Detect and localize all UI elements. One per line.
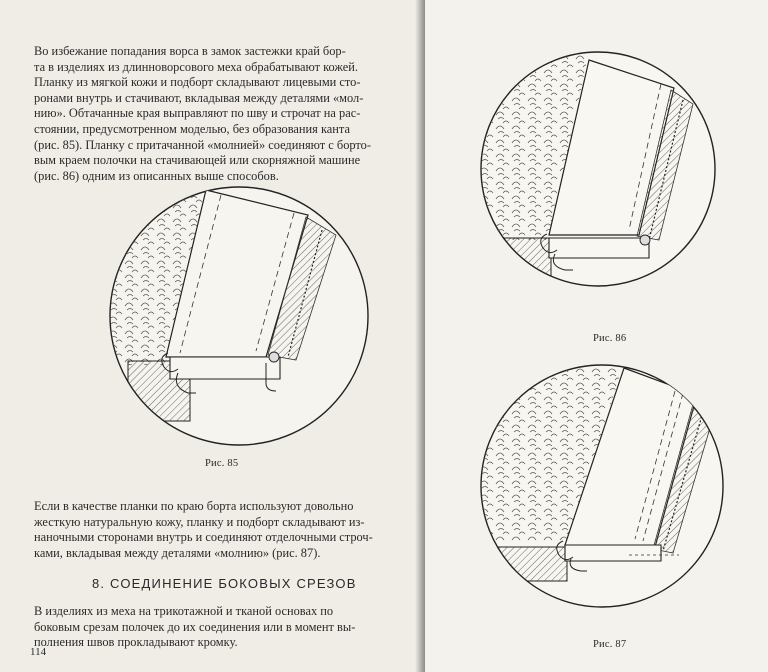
text-line: боковым срезам полочек до их соединения или в момент вы- xyxy=(34,619,356,634)
section-heading: 8. СОЕДИНЕНИЕ БОКОВЫХ СРЕЗОВ xyxy=(92,576,357,591)
figure-87-illustration xyxy=(479,363,725,609)
right-page xyxy=(425,0,768,672)
text-line: та в изделиях из длинноворсового меха обрабатывают кожей. xyxy=(34,59,359,74)
figure-86-illustration xyxy=(479,50,717,288)
page-number: 114 xyxy=(30,646,47,658)
paragraph-side-seams xyxy=(34,604,425,651)
figure-85-illustration xyxy=(108,185,370,447)
text-line: стоянии, предусмотренном моделью, без образования канта xyxy=(34,121,350,136)
figure-86-caption: Рис. 86 xyxy=(593,333,627,344)
figure-87-caption: Рис. 87 xyxy=(593,639,627,650)
text-line: (рис. 86) одним из описанных выше способов. xyxy=(34,168,279,183)
text-line: Во избежание попадания ворса в замок застежки край бор- xyxy=(34,44,346,58)
text-line: вым краем полочки на стачивающей или скорняжной машине xyxy=(34,153,361,168)
text-line: нию». Обтачанные края выправляют по шву и строчат на рас- xyxy=(34,106,361,121)
text-line: Планку из мягкой кожи и подборт складывают лицевыми сто- xyxy=(34,75,361,90)
text-line: наночными сторонами внутрь и соединяют отделочными строч- xyxy=(34,530,373,545)
text-line: ками, вкладывая между деталями «молнию» (рис. 87). xyxy=(34,545,321,560)
figure-85-caption: Рис. 85 xyxy=(205,458,239,469)
text-line: В изделиях из меха на трикотажной и тканой основах по xyxy=(34,604,334,618)
text-line: ронами внутрь и стачивают, вкладывая между деталями «мол- xyxy=(34,90,364,105)
paragraph-stiff-leather xyxy=(34,499,425,561)
text-line: (рис. 85). Планку с притачанной «молнией» соединяют с борто- xyxy=(34,137,371,152)
text-line: жесткую натуральную кожу, планку и подборт складывают из- xyxy=(34,514,365,529)
text-line: Если в качестве планки по краю борта используют довольно xyxy=(34,499,354,513)
paragraph-zipper-leather xyxy=(34,44,425,184)
text-line: полнения швов прокладывают кромку. xyxy=(34,635,238,650)
